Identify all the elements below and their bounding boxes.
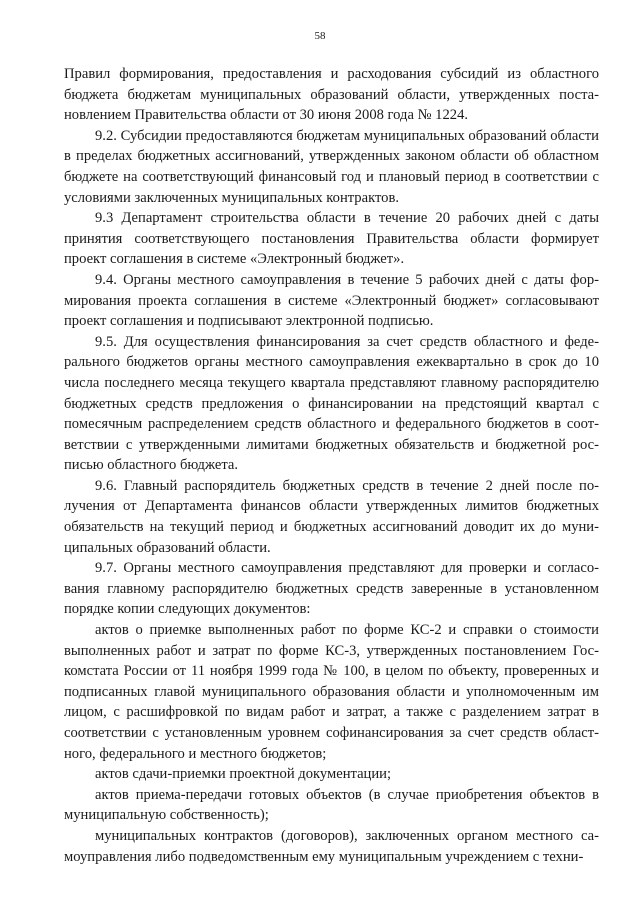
paragraph-9-2: 9.2. Субсидии предоставляются бюджетам муниципальных образований области в пределах бюджетных ассигнований, утвержденных законом области об областном бюджете на соответствующий финансовый год и плановый период в соответствии с условиями заключенных муниципальных контрактов.: [64, 127, 599, 206]
paragraph-9-7: 9.7. Органы местного самоуправления представляют для проверки и согласования главному распорядителю бюджетных средств заверенные в установленном порядке копии следующих документов:: [64, 560, 599, 618]
page-number: 58: [314, 30, 326, 42]
list-item-contracts: муниципальных контрактов (договоров), заключенных органом местного самоуправления либо подведомственным ему муниципальным учреждением с техни-: [64, 827, 599, 865]
paragraph-9-4: 9.4. Органы местного самоуправления в течение 5 рабочих дней с даты формирования проекта соглашения в системе «Электронный бюджет» согласовывают проект соглашения и подписывают электронной подписью.: [64, 271, 599, 330]
paragraph-9-3: 9.3 Департамент строительства области в течение 20 рабочих дней с даты принятия соответствующего постановления Правительства области формирует проект соглашения в системе «Электронный бюджет».: [64, 210, 599, 268]
body-text: [64, 64, 599, 867]
list-item-transfer-acts: актов приема-передачи готовых объектов (в случае приобретения объектов в муниципальную собственность);: [64, 786, 599, 824]
paragraph-9-5: 9.5. Для осуществления финансирования за счет средств областного и федерального бюджетов органы местного самоуправления ежеквартально в срок до 10 числа последнего месяца текущего квартала представляют главному распорядителю бюджетных средств предложения о финансировании на предстоящий квартал с помесячным распределением средств областного и федерального бюджетов в соответствии с утвержденными лимитами бюджетных обязательств и бюджетной росписью областного бюджета.: [64, 333, 599, 474]
paragraph-continuation: Правил формирования, предоставления и расходования субсидий из областного бюджета бюджетам муниципальных образований области, утвержденных постановлением Правительства области от 30 июня 2008 года № 1224.: [64, 66, 599, 124]
paragraph-9-6: 9.6. Главный распорядитель бюджетных средств в течение 2 дней после получения от Департамента финансов области утвержденных лимитов бюджетных обязательств на текущий период и бюджетных ассигнований доводит их до муниципальных образований области.: [64, 477, 599, 556]
list-item-ks2-ks3: актов о приемке выполненных работ по форме КС-2 и справки о стоимости выполненных работ и затрат по форме КС-3, утвержденных постановлением Госкомстата России от 11 ноября 1999 года № 100, в целом по объекту, проверенных и подписанных главой муниципального образования области и уполномоченным им лицом, с расшифровкой по видам работ и затрат, а также с разделением затрат в соответствии с установленным уровнем софинансирования за счет средств областного, федерального и местного бюджетов;: [64, 622, 599, 762]
list-item-design-acts: актов сдачи-приемки проектной документации;: [95, 766, 392, 783]
